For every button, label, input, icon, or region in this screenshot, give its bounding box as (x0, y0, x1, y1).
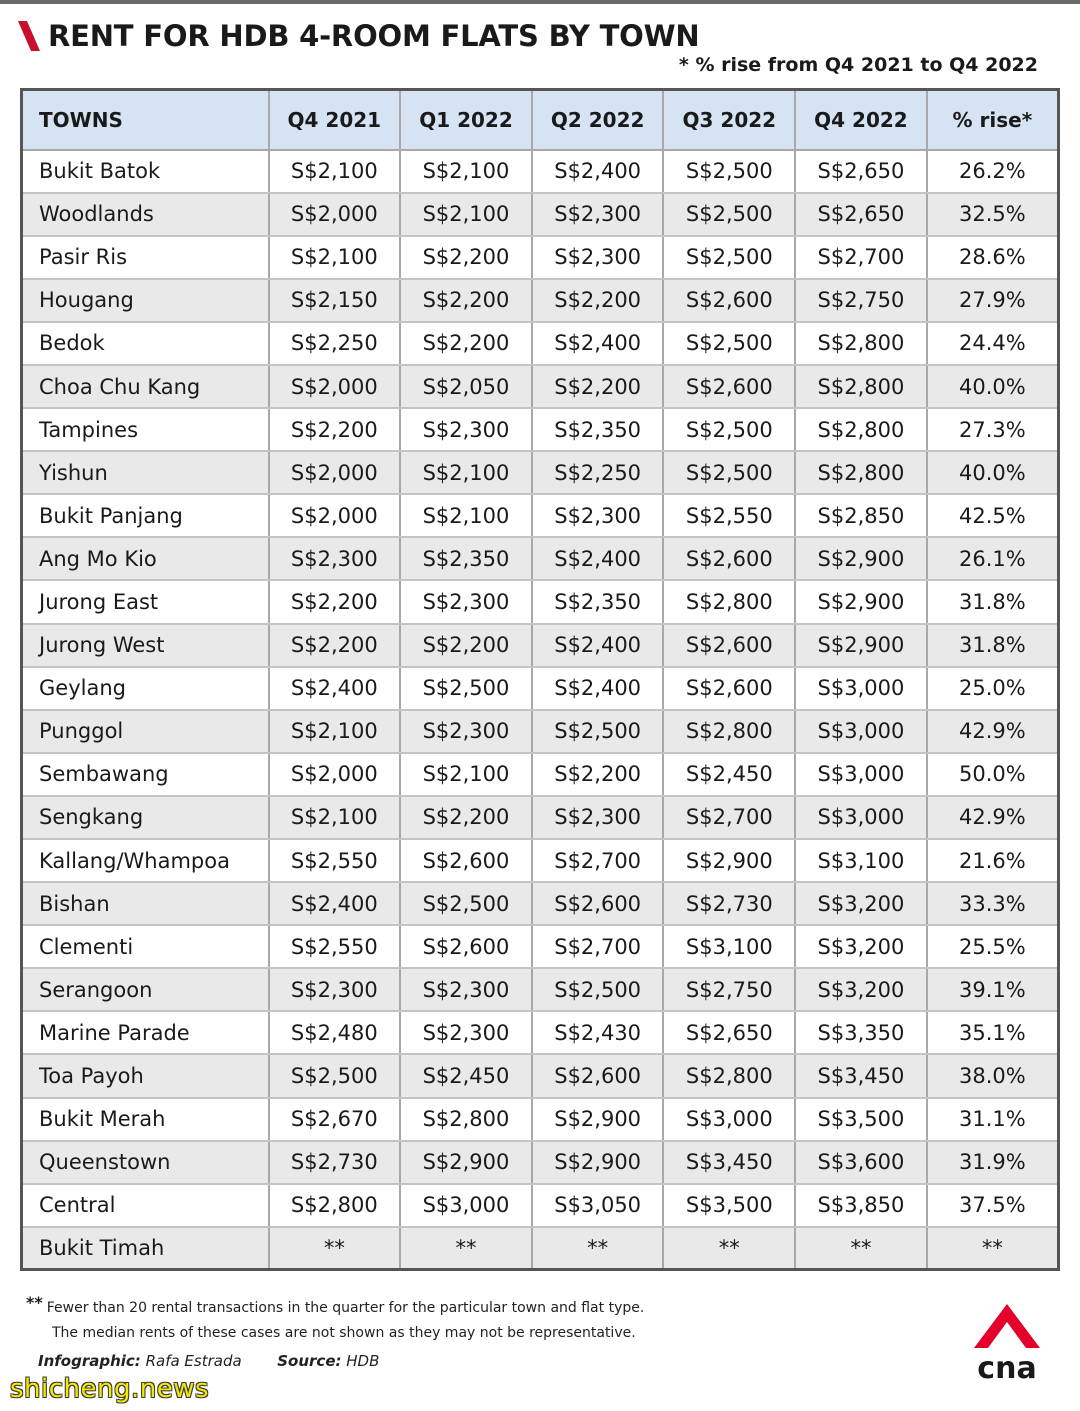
table-row (22, 537, 1059, 580)
rent-value-cell: S$2,850 (795, 494, 927, 537)
percent-rise-cell: 26.1% (927, 537, 1059, 580)
rent-value-cell: S$2,500 (269, 1054, 401, 1097)
table-header-row (22, 90, 1059, 150)
rent-value-cell: S$2,600 (400, 839, 532, 882)
column-header-towns: TOWNS (22, 90, 269, 150)
town-name-cell: Woodlands (22, 193, 269, 236)
rent-value-cell: S$2,750 (795, 279, 927, 322)
rent-value-cell: S$2,650 (795, 193, 927, 236)
source-credit: HDB (346, 1352, 380, 1370)
credits (38, 1352, 379, 1370)
table-body (22, 150, 1059, 1270)
town-name-cell: Toa Payoh (22, 1054, 269, 1097)
town-name-cell: Bukit Timah (22, 1227, 269, 1270)
rent-value-cell: S$2,100 (400, 753, 532, 796)
percent-rise-cell: 42.9% (927, 796, 1059, 839)
rent-value-cell: S$2,450 (663, 753, 795, 796)
chart-subtitle: * % rise from Q4 2021 to Q4 2022 (678, 54, 1038, 76)
town-name-cell: Tampines (22, 408, 269, 451)
rent-value-cell: S$2,400 (532, 150, 664, 193)
table-row (22, 322, 1059, 365)
rent-value-cell: S$2,300 (532, 796, 664, 839)
column-header: Q2 2022 (532, 90, 664, 150)
rent-value-cell: S$2,800 (663, 1054, 795, 1097)
table-row (22, 1098, 1059, 1141)
rent-value-cell: S$2,600 (663, 365, 795, 408)
rent-value-cell: S$2,400 (269, 882, 401, 925)
town-name-cell: Punggol (22, 710, 269, 753)
rent-value-cell: S$2,150 (269, 279, 401, 322)
table-row (22, 193, 1059, 236)
footnote (26, 1290, 644, 1346)
rent-value-cell: S$2,300 (269, 537, 401, 580)
town-name-cell: Clementi (22, 925, 269, 968)
rent-value-cell: S$2,200 (400, 796, 532, 839)
table-row (22, 494, 1059, 537)
footnote-line-1: Fewer than 20 rental transactions in the quarter for the particular town and flat type. (46, 1300, 645, 1316)
rent-value-cell: S$2,600 (400, 925, 532, 968)
rent-value-cell: S$2,000 (269, 451, 401, 494)
rent-value-cell: S$2,000 (269, 753, 401, 796)
percent-rise-cell: ** (927, 1227, 1059, 1270)
footnote-marker: ** (26, 1293, 43, 1312)
rent-value-cell: S$2,300 (400, 710, 532, 753)
title-accent-slash-icon (18, 21, 40, 51)
rent-value-cell: S$3,350 (795, 1011, 927, 1054)
rent-value-cell: S$2,800 (663, 710, 795, 753)
rent-value-cell: S$2,800 (795, 322, 927, 365)
rent-value-cell: S$2,800 (400, 1098, 532, 1141)
rent-value-cell: S$2,100 (269, 150, 401, 193)
rent-value-cell: S$2,200 (532, 753, 664, 796)
rent-value-cell: S$2,550 (269, 839, 401, 882)
percent-rise-cell: 27.9% (927, 279, 1059, 322)
town-name-cell: Marine Parade (22, 1011, 269, 1054)
rent-value-cell: S$2,600 (663, 537, 795, 580)
rent-value-cell: S$2,700 (663, 796, 795, 839)
rent-value-cell: S$2,600 (532, 1054, 664, 1097)
rent-value-cell: S$3,200 (795, 925, 927, 968)
rent-value-cell: S$3,200 (795, 968, 927, 1011)
percent-rise-cell: 39.1% (927, 968, 1059, 1011)
town-name-cell: Bishan (22, 882, 269, 925)
rent-value-cell: S$2,600 (663, 624, 795, 667)
percent-rise-cell: 35.1% (927, 1011, 1059, 1054)
table-row (22, 796, 1059, 839)
rent-value-cell: ** (663, 1227, 795, 1270)
rent-value-cell: S$3,000 (400, 1184, 532, 1227)
table-row (22, 236, 1059, 279)
percent-rise-cell: 24.4% (927, 322, 1059, 365)
rent-value-cell: S$3,050 (532, 1184, 664, 1227)
town-name-cell: Bedok (22, 322, 269, 365)
rent-value-cell: ** (269, 1227, 401, 1270)
percent-rise-cell: 37.5% (927, 1184, 1059, 1227)
table-row (22, 580, 1059, 623)
rent-value-cell: S$2,500 (663, 236, 795, 279)
town-name-cell: Sengkang (22, 796, 269, 839)
rent-value-cell: S$2,900 (532, 1141, 664, 1184)
percent-rise-cell: 21.6% (927, 839, 1059, 882)
rent-value-cell: S$3,000 (663, 1098, 795, 1141)
town-name-cell: Queenstown (22, 1141, 269, 1184)
rent-value-cell: S$2,550 (269, 925, 401, 968)
rent-value-cell: S$3,200 (795, 882, 927, 925)
rent-value-cell: S$2,600 (663, 279, 795, 322)
town-name-cell: Bukit Merah (22, 1098, 269, 1141)
table-row (22, 1141, 1059, 1184)
table-row (22, 365, 1059, 408)
rent-value-cell: S$2,400 (269, 667, 401, 710)
rent-value-cell: S$3,000 (795, 796, 927, 839)
column-header: Q1 2022 (400, 90, 532, 150)
rent-value-cell: S$2,480 (269, 1011, 401, 1054)
rent-value-cell: S$2,730 (663, 882, 795, 925)
svg-text:cna: cna (977, 1351, 1037, 1384)
town-name-cell: Geylang (22, 667, 269, 710)
rent-value-cell: S$2,400 (532, 537, 664, 580)
table-row (22, 753, 1059, 796)
town-name-cell: Jurong East (22, 580, 269, 623)
table-row (22, 624, 1059, 667)
rent-value-cell: S$2,500 (532, 968, 664, 1011)
town-name-cell: Hougang (22, 279, 269, 322)
town-name-cell: Ang Mo Kio (22, 537, 269, 580)
rent-value-cell: S$2,200 (269, 408, 401, 451)
rent-value-cell: S$2,500 (400, 882, 532, 925)
rent-value-cell: S$2,670 (269, 1098, 401, 1141)
rent-value-cell: S$3,000 (795, 753, 927, 796)
rent-value-cell: S$2,800 (663, 580, 795, 623)
percent-rise-cell: 42.5% (927, 494, 1059, 537)
rent-value-cell: S$2,300 (400, 408, 532, 451)
top-border (0, 0, 1080, 4)
footnote-line-2: The median rents of these cases are not shown as they may not be representative. (52, 1325, 636, 1341)
percent-rise-cell: 25.5% (927, 925, 1059, 968)
rent-value-cell: S$2,000 (269, 193, 401, 236)
rent-value-cell: S$2,100 (269, 236, 401, 279)
rent-value-cell: S$2,500 (532, 710, 664, 753)
town-name-cell: Jurong West (22, 624, 269, 667)
rent-value-cell: S$2,250 (269, 322, 401, 365)
percent-rise-cell: 26.2% (927, 150, 1059, 193)
rent-value-cell: S$2,300 (269, 968, 401, 1011)
rent-value-cell: S$2,400 (532, 667, 664, 710)
rent-value-cell: S$2,730 (269, 1141, 401, 1184)
percent-rise-cell: 31.8% (927, 580, 1059, 623)
percent-rise-cell: 32.5% (927, 193, 1059, 236)
rent-value-cell: S$2,300 (400, 580, 532, 623)
rent-value-cell: S$2,600 (663, 667, 795, 710)
rent-value-cell: S$2,100 (269, 796, 401, 839)
rent-value-cell: S$2,250 (532, 451, 664, 494)
column-header: Q4 2022 (795, 90, 927, 150)
rent-value-cell: S$2,900 (795, 580, 927, 623)
rent-value-cell: S$2,100 (400, 150, 532, 193)
rent-value-cell: S$2,200 (269, 580, 401, 623)
table-row (22, 150, 1059, 193)
rent-value-cell: S$2,700 (795, 236, 927, 279)
table-row (22, 968, 1059, 1011)
percent-rise-cell: 31.8% (927, 624, 1059, 667)
rent-value-cell: S$2,350 (400, 537, 532, 580)
rent-value-cell: S$2,500 (663, 150, 795, 193)
town-name-cell: Yishun (22, 451, 269, 494)
rent-value-cell: S$3,450 (795, 1054, 927, 1097)
town-name-cell: Sembawang (22, 753, 269, 796)
table-row (22, 710, 1059, 753)
rent-value-cell: S$2,650 (795, 150, 927, 193)
percent-rise-cell: 50.0% (927, 753, 1059, 796)
rent-value-cell: ** (795, 1227, 927, 1270)
rent-value-cell: S$2,350 (532, 580, 664, 623)
table-row (22, 1184, 1059, 1227)
infographic-credit: Rafa Estrada (145, 1352, 242, 1370)
rent-value-cell: S$2,650 (663, 1011, 795, 1054)
town-name-cell: Kallang/Whampoa (22, 839, 269, 882)
rent-value-cell: S$3,500 (795, 1098, 927, 1141)
rent-value-cell: S$2,300 (532, 236, 664, 279)
rent-value-cell: S$2,900 (400, 1141, 532, 1184)
rent-table (20, 88, 1060, 1271)
table-row (22, 408, 1059, 451)
rent-value-cell: S$2,900 (795, 624, 927, 667)
percent-rise-cell: 33.3% (927, 882, 1059, 925)
percent-rise-cell: 38.0% (927, 1054, 1059, 1097)
percent-rise-cell: 25.0% (927, 667, 1059, 710)
rent-value-cell: S$2,800 (795, 408, 927, 451)
rent-value-cell: S$3,500 (663, 1184, 795, 1227)
rent-value-cell: S$2,200 (269, 624, 401, 667)
column-header: % rise* (927, 90, 1059, 150)
table-row (22, 667, 1059, 710)
rent-value-cell: S$2,350 (532, 408, 664, 451)
rent-value-cell: S$2,700 (532, 839, 664, 882)
table-row (22, 1054, 1059, 1097)
rent-value-cell: S$2,500 (663, 322, 795, 365)
watermark: shicheng.news (10, 1374, 210, 1404)
rent-value-cell: S$2,300 (532, 193, 664, 236)
rent-value-cell: S$3,850 (795, 1184, 927, 1227)
town-name-cell: Bukit Panjang (22, 494, 269, 537)
rent-value-cell: S$2,100 (400, 193, 532, 236)
rent-value-cell: S$2,500 (400, 667, 532, 710)
town-name-cell: Central (22, 1184, 269, 1227)
rent-value-cell: S$2,200 (400, 624, 532, 667)
table-row (22, 882, 1059, 925)
table-row (22, 1011, 1059, 1054)
rent-value-cell: S$2,600 (532, 882, 664, 925)
table-row (22, 1227, 1059, 1270)
percent-rise-cell: 27.3% (927, 408, 1059, 451)
rent-value-cell: S$2,450 (400, 1054, 532, 1097)
column-header: Q4 2021 (269, 90, 401, 150)
percent-rise-cell: 40.0% (927, 365, 1059, 408)
rent-value-cell: S$3,000 (795, 667, 927, 710)
rent-value-cell: S$2,400 (532, 624, 664, 667)
rent-value-cell: S$2,900 (532, 1098, 664, 1141)
rent-value-cell: S$2,750 (663, 968, 795, 1011)
rent-value-cell: S$2,800 (795, 365, 927, 408)
rent-value-cell: S$3,600 (795, 1141, 927, 1184)
rent-value-cell: S$2,800 (269, 1184, 401, 1227)
rent-value-cell: S$3,450 (663, 1141, 795, 1184)
rent-value-cell: S$2,100 (400, 451, 532, 494)
rent-value-cell: S$2,300 (532, 494, 664, 537)
rent-value-cell: S$2,200 (400, 236, 532, 279)
rent-value-cell: S$3,100 (795, 839, 927, 882)
rent-value-cell: S$2,900 (795, 537, 927, 580)
table-row (22, 451, 1059, 494)
percent-rise-cell: 40.0% (927, 451, 1059, 494)
rent-value-cell: S$2,500 (663, 451, 795, 494)
rent-value-cell: S$2,500 (663, 193, 795, 236)
rent-value-cell: S$2,700 (532, 925, 664, 968)
title-block (18, 16, 699, 56)
percent-rise-cell: 28.6% (927, 236, 1059, 279)
source-label: Source: (277, 1352, 342, 1370)
rent-value-cell: S$2,500 (663, 408, 795, 451)
table-row (22, 925, 1059, 968)
rent-value-cell: S$3,100 (663, 925, 795, 968)
percent-rise-cell: 31.9% (927, 1141, 1059, 1184)
table-header (22, 90, 1059, 150)
rent-value-cell: S$2,430 (532, 1011, 664, 1054)
cna-logo-icon (974, 1304, 1040, 1384)
rent-value-cell: ** (532, 1227, 664, 1270)
rent-value-cell: S$2,100 (269, 710, 401, 753)
rent-value-cell: S$2,300 (400, 968, 532, 1011)
percent-rise-cell: 31.1% (927, 1098, 1059, 1141)
rent-value-cell: S$2,400 (532, 322, 664, 365)
rent-value-cell: S$3,000 (795, 710, 927, 753)
rent-value-cell: S$2,100 (400, 494, 532, 537)
percent-rise-cell: 42.9% (927, 710, 1059, 753)
rent-value-cell: S$2,000 (269, 494, 401, 537)
rent-value-cell: S$2,000 (269, 365, 401, 408)
rent-value-cell: S$2,900 (663, 839, 795, 882)
rent-value-cell: S$2,300 (400, 1011, 532, 1054)
rent-value-cell: S$2,200 (532, 279, 664, 322)
town-name-cell: Serangoon (22, 968, 269, 1011)
column-header: Q3 2022 (663, 90, 795, 150)
table-row (22, 279, 1059, 322)
rent-value-cell: S$2,550 (663, 494, 795, 537)
town-name-cell: Pasir Ris (22, 236, 269, 279)
town-name-cell: Bukit Batok (22, 150, 269, 193)
rent-value-cell: S$2,200 (400, 279, 532, 322)
rent-value-cell: S$2,200 (532, 365, 664, 408)
rent-value-cell: S$2,050 (400, 365, 532, 408)
rent-value-cell: S$2,200 (400, 322, 532, 365)
table-row (22, 839, 1059, 882)
infographic-label: Infographic: (38, 1352, 141, 1370)
town-name-cell: Choa Chu Kang (22, 365, 269, 408)
rent-value-cell: ** (400, 1227, 532, 1270)
rent-value-cell: S$2,800 (795, 451, 927, 494)
chart-title: RENT FOR HDB 4-ROOM FLATS BY TOWN (48, 19, 700, 53)
